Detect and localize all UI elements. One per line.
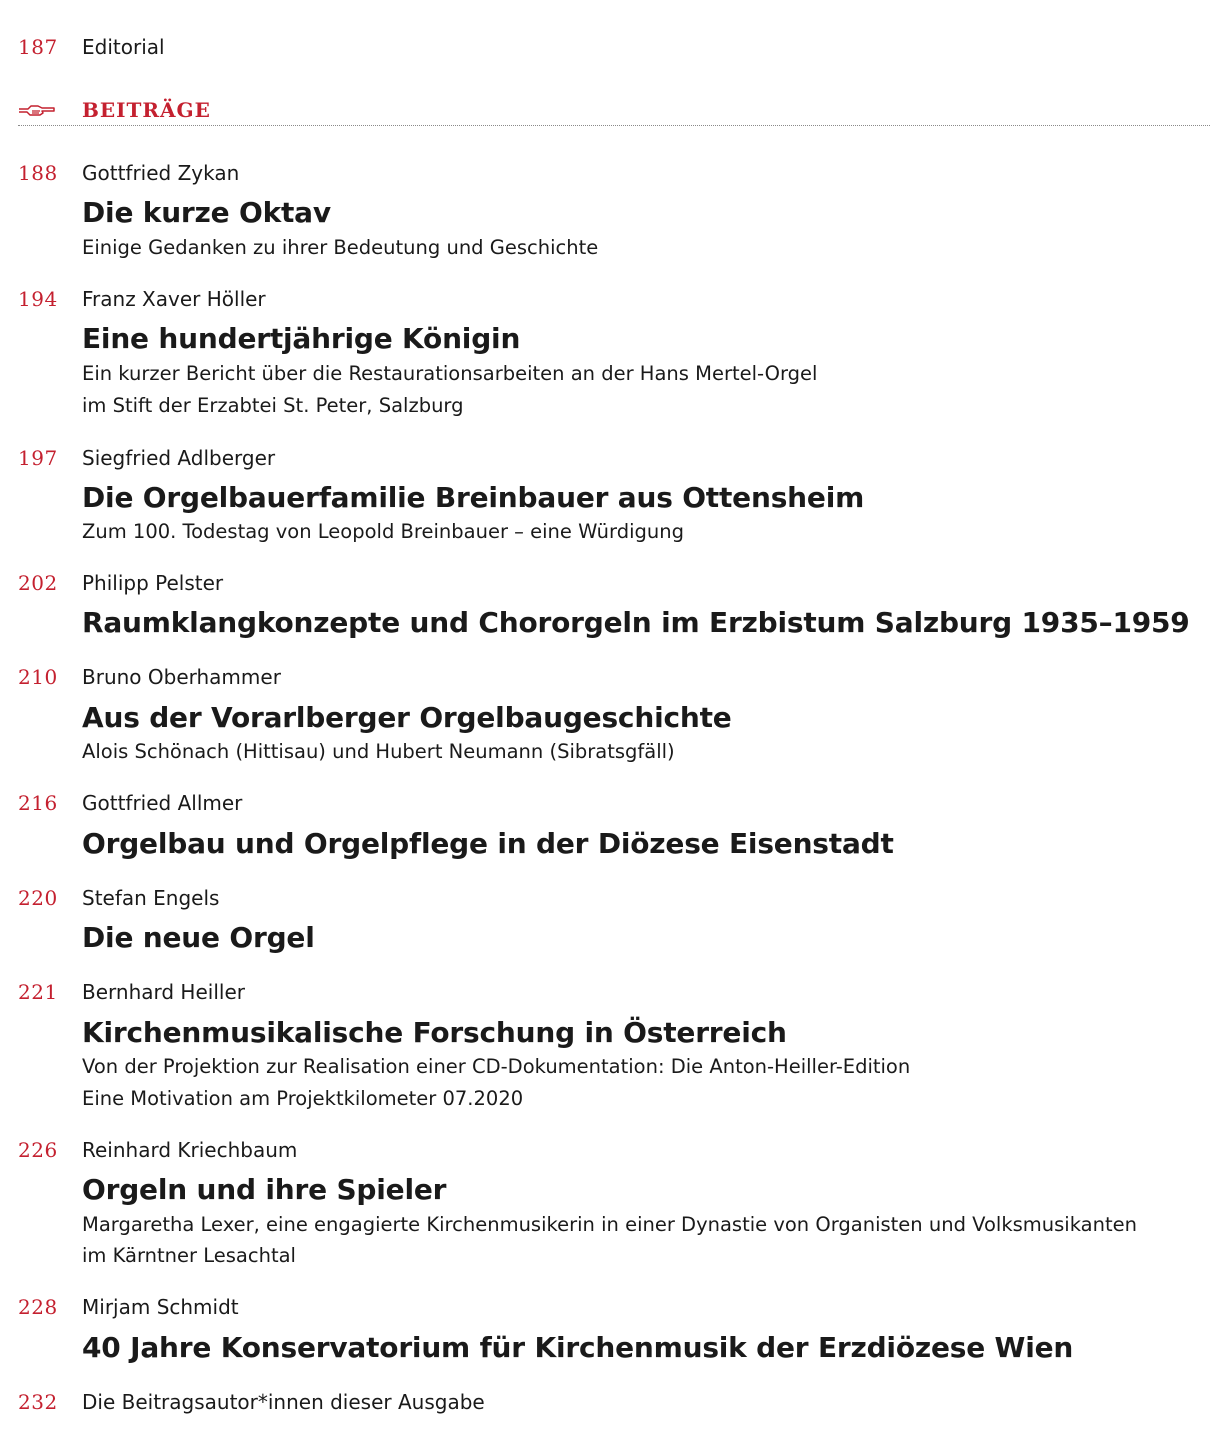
entry-subtitle: im Stift der Erzabtei St. Peter, Salzburg (82, 394, 464, 417)
entry-subtitle: Alois Schönach (Hittisau) und Hubert Neumann (Sibratsgfäll) (82, 740, 675, 763)
section-title: BEITRÄGE (82, 98, 211, 122)
authors-note-link[interactable]: Die Beitragsautor*innen dieser Ausgabe (82, 1390, 485, 1414)
entry-title[interactable]: Raumklangkonzepte und Chororgeln im Erzbistum Salzburg 1935–1959 (82, 606, 1190, 639)
page-number[interactable]: 220 (18, 886, 58, 910)
entry-subtitle: im Kärntner Lesachtal (82, 1244, 296, 1267)
entry-subtitle: Eine Motivation am Projektkilometer 07.2020 (82, 1087, 524, 1110)
page-number-editorial[interactable]: 187 (18, 35, 58, 59)
entry-author: Franz Xaver Höller (82, 287, 266, 311)
entry-author: Stefan Engels (82, 886, 220, 910)
entry-title[interactable]: 40 Jahre Konservatorium für Kirchenmusik der Erzdiözese Wien (82, 1331, 1074, 1364)
entry-author: Bruno Oberhammer (82, 665, 281, 689)
entry-author: Bernhard Heiller (82, 980, 245, 1004)
entry-title[interactable]: Eine hundertjährige Königin (82, 322, 521, 355)
page-number[interactable]: 221 (18, 980, 58, 1004)
entry-subtitle: Zum 100. Todestag von Leopold Breinbauer – eine Würdigung (82, 520, 684, 543)
entry-subtitle: Margaretha Lexer, eine engagierte Kirchenmusikerin in einer Dynastie von Organisten und Volksmusikanten (82, 1213, 1137, 1236)
entry-title[interactable]: Die kurze Oktav (82, 196, 331, 229)
page-number[interactable]: 197 (18, 446, 58, 470)
page-number[interactable]: 188 (18, 161, 58, 185)
entry-title[interactable]: Die Orgelbauerfamilie Breinbauer aus Ottensheim (82, 481, 865, 514)
page-number[interactable]: 202 (18, 571, 58, 595)
page-number[interactable]: 210 (18, 665, 58, 689)
entry-author: Philipp Pelster (82, 571, 224, 595)
entry-author: Gottfried Allmer (82, 791, 243, 815)
pointing-hand-icon (18, 100, 56, 120)
entry-author: Mirjam Schmidt (82, 1295, 239, 1319)
section-divider (18, 125, 1210, 126)
entry-author: Siegfried Adlberger (82, 446, 276, 470)
entry-subtitle: Ein kurzer Bericht über die Restaurationsarbeiten an der Hans Mertel-Orgel (82, 362, 818, 385)
page-number[interactable]: 216 (18, 791, 58, 815)
entry-title[interactable]: Orgelbau und Orgelpflege in der Diözese Eisenstadt (82, 827, 894, 860)
entry-subtitle: Einige Gedanken zu ihrer Bedeutung und Geschichte (82, 236, 599, 259)
entry-title[interactable]: Kirchenmusikalische Forschung in Österreich (82, 1016, 787, 1049)
entry-author: Gottfried Zykan (82, 161, 240, 185)
entry-title[interactable]: Orgeln und ihre Spieler (82, 1173, 447, 1206)
page-number[interactable]: 228 (18, 1295, 58, 1319)
editorial-link[interactable]: Editorial (82, 35, 165, 59)
page-number-authors[interactable]: 232 (18, 1390, 58, 1414)
page-number[interactable]: 194 (18, 287, 58, 311)
entry-subtitle: Von der Projektion zur Realisation einer CD-Dokumentation: Die Anton-Heiller-Edition (82, 1055, 911, 1078)
entry-author: Reinhard Kriechbaum (82, 1138, 298, 1162)
entry-title[interactable]: Die neue Orgel (82, 921, 315, 954)
page-number[interactable]: 226 (18, 1138, 58, 1162)
entry-title[interactable]: Aus der Vorarlberger Orgelbaugeschichte (82, 701, 732, 734)
